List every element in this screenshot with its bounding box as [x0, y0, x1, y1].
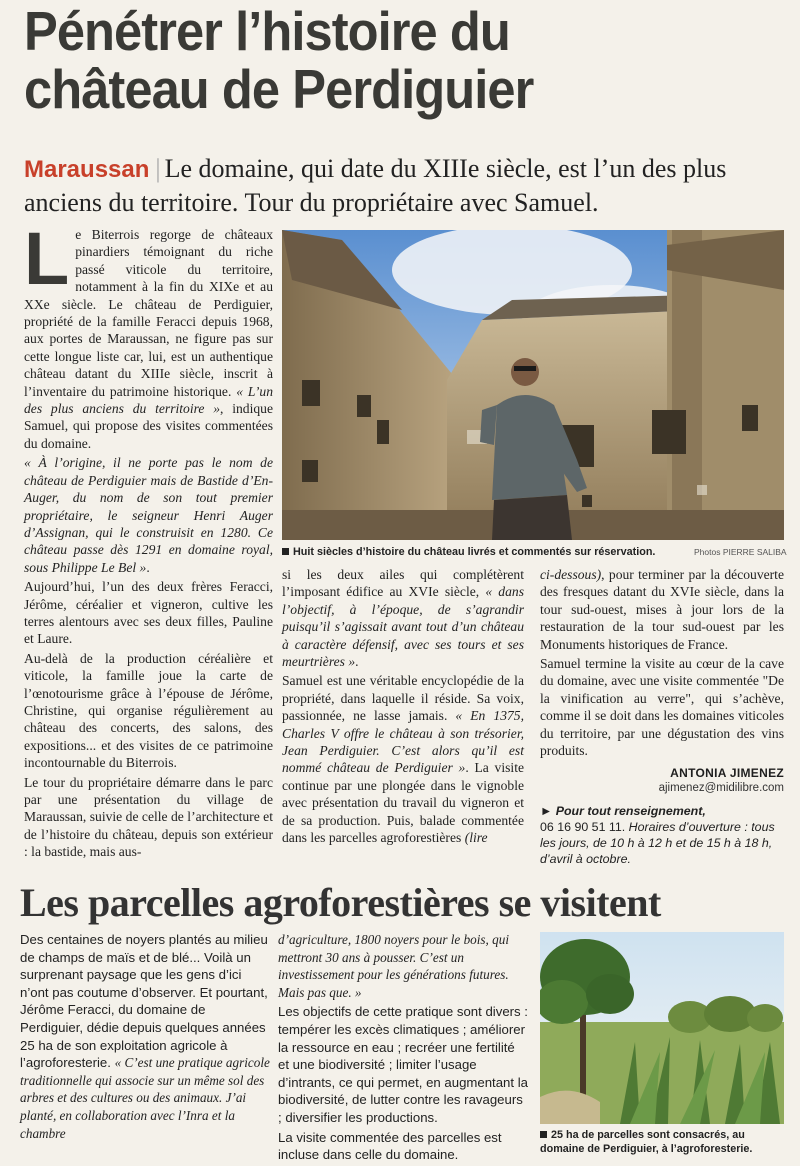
info-phone: 06 16 90 51 11.	[540, 820, 626, 834]
article-column-3	[540, 566, 784, 761]
photo-caption: Huit siècles d’histoire du château livrés et commentés sur réservation.	[282, 545, 692, 559]
caption-marker	[282, 548, 289, 555]
paragraph: Au-delà de la production céréalière et viticole, la famille joue la carte de l’œnotourisme grâce à l’épouse de Jérôme, Christine, qui organise régulièrement au château des concerts, des salons, des expositions... et des visites de ce patrimoine incontournable du Biterrois.	[24, 650, 273, 771]
agroforestry-illustration	[540, 932, 784, 1124]
drop-cap: L	[24, 217, 70, 300]
info-arrow-icon: ►	[540, 804, 553, 818]
sidebar-column-2	[278, 931, 528, 1166]
agroforestry-photo	[540, 932, 784, 1124]
paragraph: Le Biterrois regorge de châteaux pinardiers témoignant du riche passé viticole du territoire, notamment à la fin du XIXe et au XXe siècle. Le château de Perdiguier, propriété de la famille Feracci depuis 1968, aux portes de Maraussan, ne figure pas sur cette longue liste car, lui, est un authentique château datant du XIIIe siècle, inscrit à l’inventaire du patrimoine historique. « L’un des plus anciens du territoire », indique Samuel, qui propose des visites commentées du domaine.	[24, 217, 274, 451]
chateau-illustration	[282, 230, 784, 540]
sidebar-headline: Les parcelles agroforestières se visitent	[20, 880, 661, 925]
info-hours: Horaires d’ouverture : tous les jours, de 10 h à 12 h et de 15 h à 18 h, d’avril à octobre.	[540, 820, 775, 866]
info-box	[540, 803, 784, 867]
headline	[24, 2, 723, 118]
sidebar-photo-caption: 25 ha de parcelles sont consacrés, au domaine de Perdiguier, à l’agroforesterie.	[540, 1129, 753, 1155]
paragraph: Les objectifs de cette pratique sont divers : tempérer les excès climatiques ; améliorer la ressource en eau ; recréer une fertilité et une biodiversité ; limiter l’usage d’intrants, ce qui permet, en augmentant la biodiversité, de lutter contre les ravageurs ; diversifier les productions.	[278, 1004, 528, 1125]
chateau-photo	[282, 230, 784, 540]
paragraph: ci-dessous), pour terminer par la découverte des fresques datant du XVIe siècle, dans la tour sud-ouest, mises à jour lors de la restauration de la tour sud-ouest par les Monuments historiques de France.	[540, 567, 784, 652]
paragraph: La visite commentée des parcelles est incluse dans celle du domaine.	[278, 1129, 502, 1163]
paragraph: si les deux ailes qui complétèrent l’imposant édifice au XVIe siècle, « dans l’objectif, à l’époque, de s’agrandir puisqu’il s’agissait avant tout d’un château à caractère défensif, avec ses tours et ses meurtrières ».	[282, 567, 524, 670]
paragraph: Samuel termine la visite au cœur de la cave du domaine, avec une visite commentée "De la vinification au verre", qui s’achève, comme il se doit dans les domaines viticoles du territoire, par une dégustation des vins produits.	[540, 656, 784, 759]
headline-line-1: Pénétrer l’histoire du	[24, 0, 510, 62]
paragraph: d’agriculture, 1800 noyers pour le bois, qui mettront 30 ans à pousser. C’est un investissement pour les générations futures. Mais pas que. »	[278, 932, 510, 1000]
paragraph: Aujourd’hui, l’un des deux frères Feracci, Jérôme, céréalier et vigneron, cultive les terres alentours avec ses deux filles, Pauline et Laure.	[24, 579, 273, 647]
byline-email[interactable]: ajimenez@midilibre.com	[658, 782, 784, 794]
paragraph: Samuel est une véritable encyclopédie de la propriété, dans laquelle il réside. Sa voix, passionnée, ne lasse jamais. « En 1375, Charles V offre le château à son trésorier, Jean Perdiguier. C’est alors qu’il est nommé château de Perdiguier ». La visite continue par une plongée dans le vignoble avec présentation du travail du vigneron et de sa production. Puis, balade commentée dans les parcelles agroforestières (lire	[282, 673, 524, 846]
info-label: Pour tout renseignement,	[555, 804, 706, 818]
standfirst	[24, 152, 784, 219]
photo-credit: Photos PIERRE SALIBA	[694, 547, 787, 557]
locality-divider: |	[155, 154, 161, 183]
paragraph: Le tour du propriétaire démarre dans le parc par une présentation du village de Maraussan, suivie de celle de l’architecture et de l’histoire du château, depuis son extérieur : la bastide, mais aus-	[24, 774, 273, 860]
sidebar-column-1	[20, 931, 270, 1144]
paragraph: Des centaines de noyers plantés au milieu de champs de maïs et de blé... Voilà un surprenant paysage que les gens d’ici n’ont pas coutume d’observer. Et pourtant, Jérôme Feracci, du domaine de Perdiguier, dédie depuis quelques années 25 ha de son exploitation agricole à l’agroforesterie. « C’est une pratique agricole traditionnelle qui associe sur un même sol des arbres et des cultures ou des animaux. J’ai planté, en collaboration avec l’Inra et la chambre	[20, 932, 270, 1141]
locality-label: Maraussan	[24, 156, 150, 183]
caption-marker	[540, 1131, 547, 1138]
standfirst-text: Le domaine, qui date du XIIIe siècle, est l’un des plus anciens du territoire. Tour du propriétaire avec Samuel.	[24, 154, 727, 217]
article-column-1	[24, 217, 274, 863]
headline-line-2: château de Perdiguier	[24, 58, 534, 120]
byline-name: ANTONIA JIMENEZ	[670, 766, 784, 780]
paragraph: « À l’origine, il ne porte pas le nom de château de Perdiguier mais de Bastide d’En-Auger, du nom de son tout premier propriétaire, le seigneur Henri Auger d’Assignan, qui le construisit en 1280. Ce château passe dès 1291 en domaine royal, sous Philippe Le Bel ».	[24, 455, 273, 575]
article-column-2	[282, 566, 524, 849]
